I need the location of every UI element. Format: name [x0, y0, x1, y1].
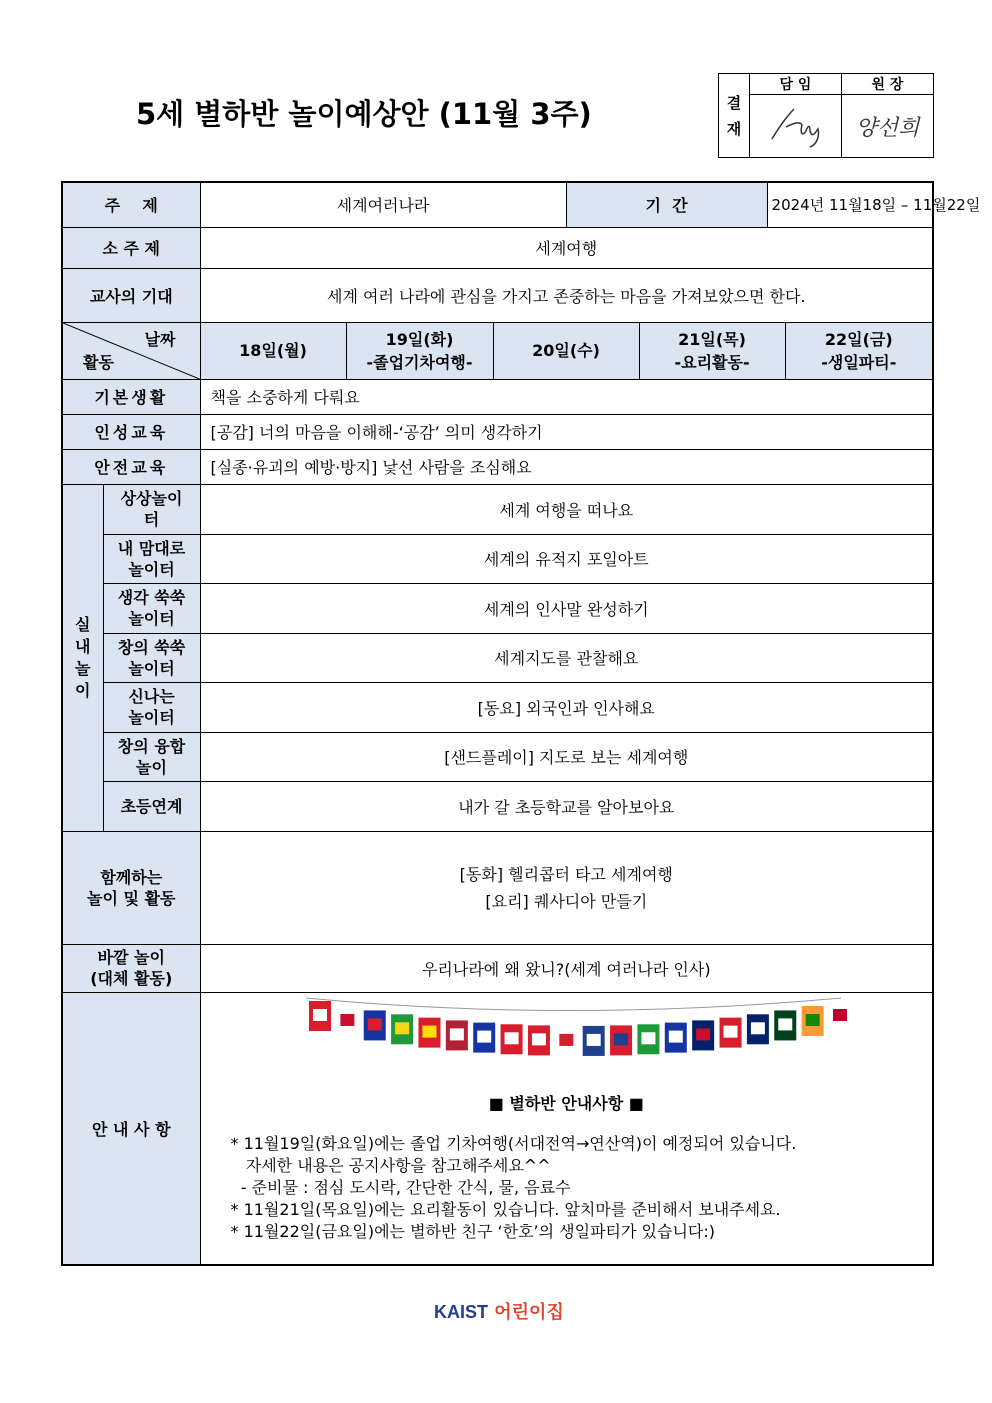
- safety-value: [실종·유괴의 예방·방지] 낯선 사람을 조심해요: [200, 449, 933, 484]
- notice-title: ■ 별하반 안내사항 ■: [488, 1093, 644, 1113]
- theme-label: 주 제: [62, 182, 200, 227]
- flag-icon: [391, 1014, 413, 1044]
- flag-icon: [582, 1025, 604, 1055]
- flag-icon: [610, 1025, 632, 1055]
- indoor-activity: [샌드플레이] 지도로 보는 세계여행: [200, 732, 933, 781]
- approval-box: [718, 73, 934, 158]
- signature-icon: [750, 95, 841, 153]
- indoor-activity: 세계지도를 관찰해요: [200, 633, 933, 682]
- character-value: [공감] 너의 마음을 이해해-‘공감’ 의미 생각하기: [200, 414, 933, 449]
- day-date: 22일(금): [824, 329, 893, 349]
- flag-icon: [692, 1020, 714, 1050]
- day-fri: [785, 322, 933, 379]
- day-wed: [493, 322, 639, 379]
- notice-line: * 11월22일(금요일)에는 별하반 친구 ‘한호’의 생일파티가 있습니다:): [230, 1221, 715, 1241]
- day-note: -졸업기차여행-: [366, 352, 473, 372]
- date-activity-header: [62, 322, 200, 379]
- approval-col-teacher: 담 임: [750, 74, 842, 95]
- flag-icon: [801, 1005, 823, 1035]
- indoor-label: [62, 484, 103, 831]
- expect-label: 교사의 기대: [62, 268, 200, 322]
- day-note: -생일파티-: [821, 352, 897, 372]
- notice-cell: [200, 992, 933, 1265]
- day-date: 20일(수): [532, 341, 600, 360]
- day-note: -요리활동-: [674, 352, 750, 372]
- director-signature: [842, 95, 934, 158]
- indoor-label-text: 실 내 놀 이: [75, 614, 91, 700]
- flag-icon: [445, 1020, 467, 1050]
- director-signature-text: 양선희: [855, 115, 920, 141]
- notice-label: 안 내 사 항: [62, 992, 200, 1265]
- indoor-area: 상상놀이터: [103, 484, 200, 534]
- basic-label: 기본생활: [62, 379, 200, 414]
- together-label: 함께하는 놀이 및 활동: [62, 831, 200, 944]
- logo-brand-ko: 어린이집: [494, 1302, 564, 1323]
- day-tue: [346, 322, 493, 379]
- notice-line: - 준비물 : 점심 도시락, 간단한 간식, 물, 음료수: [230, 1177, 571, 1197]
- flag-icon: [473, 1022, 495, 1052]
- indoor-activity: 내가 갈 초등학교를 알아보아요: [200, 781, 933, 831]
- notice-line: 자세한 내용은 공지사항을 참고해주세요^^: [230, 1155, 551, 1175]
- outdoor-value: 우리나라에 왜 왔니?(세계 여러나라 인사): [200, 944, 933, 992]
- theme-value: 세계여러나라: [200, 182, 566, 227]
- flag-icon: [746, 1014, 768, 1044]
- page-title: 5세 별하반 놀이예상안 (11월 3주): [136, 97, 592, 131]
- day-date: 19일(화): [385, 329, 454, 349]
- flag-icon: [719, 1017, 741, 1047]
- notice-lines: [231, 1133, 797, 1243]
- together-value: [200, 831, 933, 944]
- date-label: 날짜: [144, 329, 176, 349]
- flag-icon: [527, 1025, 549, 1055]
- indoor-area: 초등연계: [103, 781, 200, 831]
- safety-label: 안전교육: [62, 449, 200, 484]
- logo-brand-en: KAIST: [434, 1302, 488, 1322]
- indoor-activity: 세계의 인사말 완성하기: [200, 583, 933, 633]
- plan-table: [61, 181, 981, 1266]
- indoor-activity: 세계 여행을 떠나요: [200, 484, 933, 534]
- character-label: 인성교육: [62, 414, 200, 449]
- approval-col-director: 원 장: [842, 74, 934, 95]
- indoor-area: 창의 융합 놀이: [103, 732, 200, 781]
- flag-icon: [336, 1005, 358, 1035]
- indoor-area: 내 맘대로 놀이터: [103, 534, 200, 583]
- footer-logo: [434, 1298, 564, 1324]
- subtheme-value: 세계여행: [200, 227, 933, 268]
- together-line: [요리] 퀘사디아 만들기: [485, 891, 648, 911]
- teacher-signature: [750, 95, 842, 158]
- indoor-area: 창의 쑥쑥 놀이터: [103, 633, 200, 682]
- outdoor-label: 바깥 놀이 (대체 활동): [62, 944, 200, 992]
- indoor-activity: [동요] 외국인과 인사해요: [200, 682, 933, 732]
- day-thu: [639, 322, 785, 379]
- indoor-area: 생각 쑥쑥 놀이터: [103, 583, 200, 633]
- flag-bunting-icon: [201, 993, 932, 1088]
- period-value: 2024년 11월18일 – 11월22일: [767, 182, 933, 227]
- indoor-activity: 세계의 유적지 포일아트: [200, 534, 933, 583]
- notice-line: * 11월21일(목요일)에는 요리활동이 있습니다. 앞치마를 준비해서 보내주세요.: [230, 1199, 781, 1219]
- period-label: 기 간: [566, 182, 767, 227]
- basic-value: 책을 소중하게 다뤄요: [200, 379, 933, 414]
- day-date: 21일(목): [678, 329, 746, 349]
- flag-icon: [829, 1001, 851, 1031]
- flag-icon: [774, 1010, 796, 1040]
- day-mon: [200, 322, 346, 379]
- approval-label: [719, 74, 750, 158]
- flag-icon: [500, 1024, 522, 1054]
- subtheme-label: 소 주 제: [62, 227, 200, 268]
- activity-label: 활동: [83, 352, 114, 372]
- flag-icon: [363, 1010, 385, 1040]
- flag-icon: [555, 1025, 577, 1055]
- flag-icon: [309, 1001, 331, 1031]
- approval-label-text: 결 재: [726, 93, 742, 138]
- expect-value: 세계 여러 나라에 관심을 가지고 존중하는 마음을 가져보았으면 한다.: [200, 268, 933, 322]
- flag-icon: [664, 1022, 686, 1052]
- day-date: 18일(월): [239, 341, 307, 360]
- flag-icon: [637, 1024, 659, 1054]
- flag-icon: [418, 1017, 440, 1047]
- notice-line: * 11월19일(화요일)에는 졸업 기차여행(서대전역→연산역)이 예정되어 있습니다.: [230, 1133, 797, 1153]
- together-line: [동화] 헬리콥터 타고 세계여행: [459, 864, 673, 884]
- indoor-area: 신나는 놀이터: [103, 682, 200, 732]
